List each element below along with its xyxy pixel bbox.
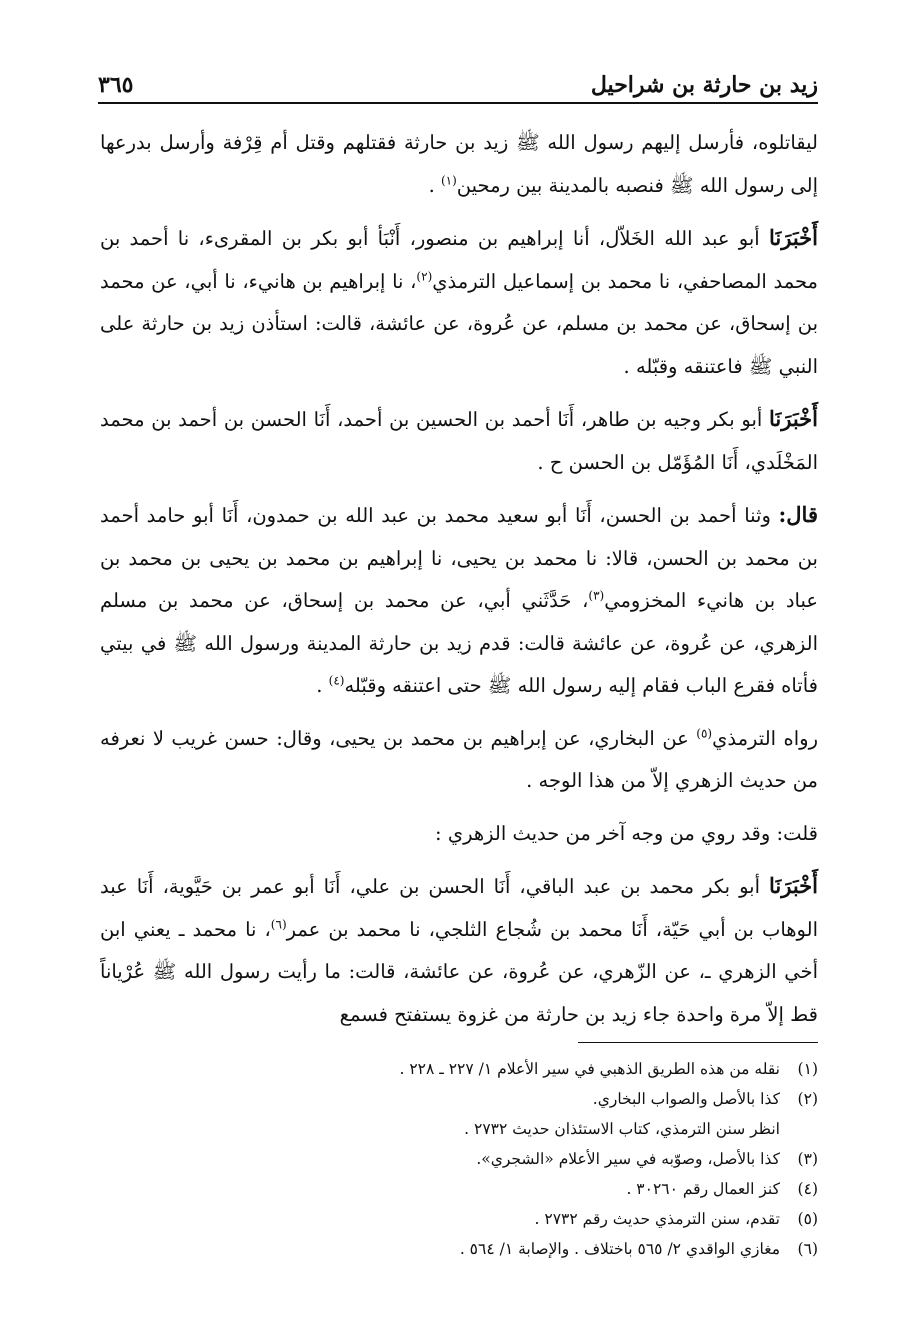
paragraph-text: أبو بكر وجيه بن طاهر، أَنَا أحمد بن الحسين بن أحمد، أَنَا الحسن بن أحمد بن محمد المَخْلَدي، أَنَا المُؤَمّل بن الحسن ح . — [100, 408, 818, 474]
footnote-number: (٥) — [797, 1210, 818, 1228]
paragraph-text: أبو بكر محمد بن عبد الباقي، أَنَا الحسن بن علي، أَنَا أبو عمر بن حَيَّوية، أَنَا عبد الوهاب بن أبي حَيّة، أَنَا محمد بن شُجاع الثلجي، نا محمد بن عمر — [100, 875, 818, 941]
paragraph-text: ليقاتلوه، فأرسل إليهم رسول الله ﷺ زيد بن حارثة فقتلهم وقتل أم قِرْفة وأرسل بدرعها إلى رسول الله ﷺ فنصبه بالمدينة بين رمحين — [100, 131, 818, 197]
footnote-reference: (٢) — [416, 269, 433, 283]
footnote-reference: (٦) — [270, 917, 287, 931]
footnote-separator — [578, 1042, 818, 1043]
paragraph-text: . — [428, 173, 441, 197]
footnote-text: كذا بالأصل والصواب البخاري. — [592, 1090, 780, 1108]
paragraph-text: عن البخاري، عن إبراهيم بن محمد بن يحيى، وقال: حسن غريب لا نعرفه من حديث الزهري إلاّ من هذا الوجه . — [100, 726, 818, 792]
paragraph-text: ، نا محمد ـ يعني ابن أخي الزهري ـ، عن الزّهري، عن عُروة، عن عائشة، قالت: ما رأيت رسول الله ﷺ عُرْياناً قط إلاّ مرة واحدة جاء زيد بن حارثة من غزوة يستفتح فسمع — [100, 917, 818, 1026]
paragraph — [100, 122, 818, 207]
footnote-text: كذا بالأصل، وصوّبه في سير الأعلام «الشجري». — [476, 1150, 780, 1168]
page-number: ٣٦٥ — [98, 72, 134, 98]
paragraph-lead-word: قال: — [778, 502, 818, 527]
footnote — [100, 1174, 818, 1204]
footnote-reference: (٣) — [588, 588, 605, 603]
footnote-text: مغازي الواقدي ٢/ ٥٦٥ باختلاف . والإصابة ١/ ٥٦٤ . — [459, 1240, 780, 1258]
footnote — [100, 1234, 818, 1264]
footnote — [100, 1054, 818, 1084]
paragraph-text: ، نا إبراهيم بن هانيء، نا أبي، عن محمد بن إسحاق، عن محمد بن مسلم، عن عُروة، عن عائشة، قالت: استأذن زيد بن حارثة على النبي ﷺ فاعتنقه وقبّله . — [100, 269, 818, 378]
paragraph — [100, 398, 818, 484]
footnote-number: (٤) — [797, 1180, 818, 1198]
body-text — [100, 122, 818, 1046]
footnote-text: كنز العمال رقم ٣٠٢٦٠ . — [626, 1180, 780, 1198]
paragraph-text: قلت: وقد روي من وجه آخر من حديث الزهري : — [435, 821, 818, 845]
running-head — [98, 62, 818, 104]
footnote-number: (٢) — [797, 1090, 818, 1108]
paragraph-lead-word: أَخْبَرَنَا — [769, 225, 818, 250]
paragraph — [100, 494, 818, 708]
footnote-reference: (١) — [440, 173, 457, 187]
paragraph-lead-word: أَخْبَرَنَا — [769, 406, 818, 431]
footnote — [100, 1084, 818, 1114]
paragraph — [100, 813, 818, 856]
footnote-number: (٦) — [797, 1240, 818, 1258]
footnote — [100, 1144, 818, 1174]
paragraph-text: أبو عبد الله الخَلاّل، أنا إبراهيم بن منصور، أَنْبَأ أبو بكر بن المقرىء، نا أحمد بن محمد المصاحفي، نا محمد بن إسماعيل الترمذي — [100, 227, 818, 293]
footnote-text: نقله من هذه الطريق الذهبي في سير الأعلام ١/ ٢٢٧ ـ ٢٢٨ . — [399, 1060, 780, 1078]
paragraph — [100, 718, 818, 803]
footnote-number: (٣) — [797, 1150, 818, 1168]
footnote-text: انظر سنن الترمذي، كتاب الاستئذان حديث ٢٧٣٢ . — [464, 1120, 780, 1138]
paragraph-lead-word: أَخْبَرَنَا — [769, 873, 818, 898]
paragraph-text: ، حَدَّثَني أبي، عن محمد بن إسحاق، عن محمد بن مسلم الزهري، عن عُروة، عن عائشة قالت: قدم زيد بن حارثة المدينة ورسول الله ﷺ في بيتي فأتاه فقرع الباب فقام إليه رسول الله ﷺ حتى اعتنقه وقبّله — [100, 589, 818, 697]
footnote — [100, 1204, 818, 1234]
footnotes — [100, 1054, 818, 1264]
paragraph-text: . — [316, 674, 329, 697]
footnote-reference: (٥) — [696, 726, 713, 740]
paragraph — [100, 217, 818, 388]
footnote-number: (١) — [797, 1060, 818, 1078]
footnote — [100, 1114, 818, 1144]
paragraph-text: رواه الترمذي — [712, 726, 818, 750]
paragraph — [100, 865, 818, 1036]
footnote-reference: (٤) — [328, 673, 345, 688]
paragraph-text: وثنا أحمد بن الحسن، أَنَا أبو سعيد محمد بن عبد الله بن حمدون، أَنَا أبو حامد أحمد بن محمد بن الحسن، قالا: نا محمد بن يحيى، نا إبراهيم بن محمد بن يحيى بن محمد بن عباد بن هانيء المخزومي — [100, 504, 819, 612]
footnote-text: تقدم، سنن الترمذي حديث رقم ٢٧٣٢ . — [534, 1210, 780, 1228]
running-title: زيد بن حارثة بن شراحيل — [590, 72, 818, 98]
